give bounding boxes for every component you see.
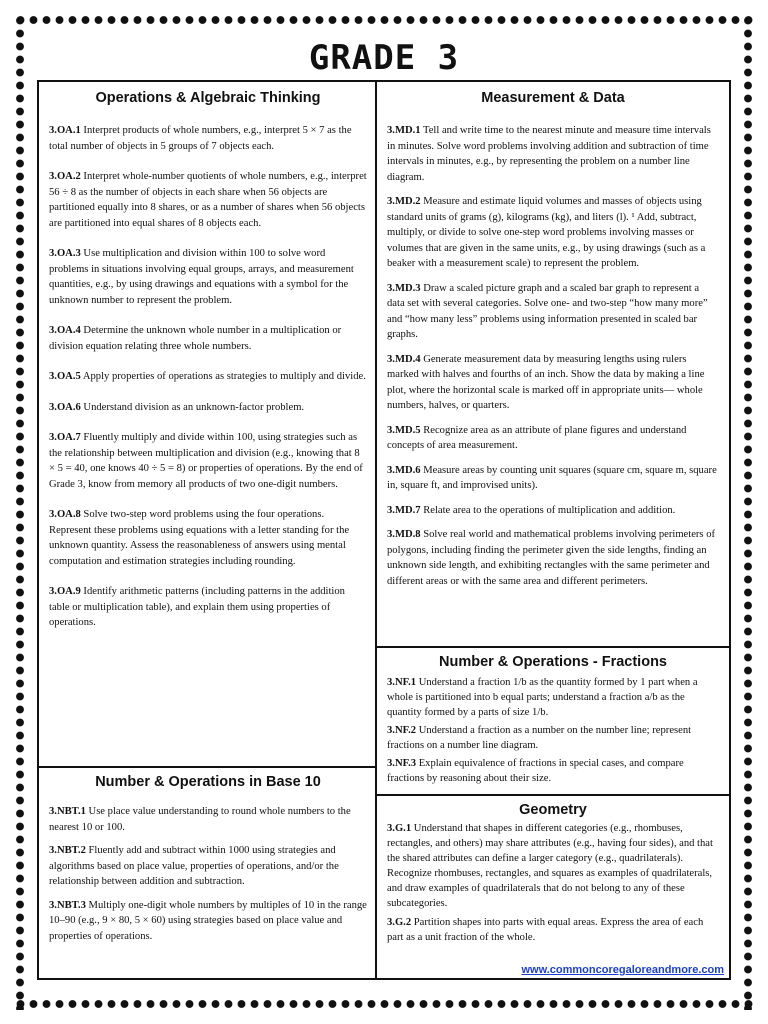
standard-text: Multiply one-digit whole numbers by multiples of 10 in the range 10–90 (e.g., 9 × 80, 5 × 60) using strategies based on place value and properties of operations. (49, 899, 367, 942)
standard-code: 3.OA.1 (49, 125, 81, 136)
standard-item (49, 898, 367, 945)
section-heading-nf: Number & Operations - Fractions (438, 654, 667, 670)
standard-code: 3.MD.1 (387, 125, 421, 136)
standard-code: 3.NBT.1 (49, 806, 86, 817)
standard-code: 3.NF.3 (387, 758, 417, 769)
standard-text: Understand that shapes in different categories (e.g., rhombuses, rectangles, and others) may share attributes (e.g., having four sides), and that the shared attributes can define a larger category (e.g., quadrilaterals). Recognize rhombuses, rectangles, and squares as examples of quadrilaterals, and draw examples of quadrilaterals that do not belong to any of these subcategories. (387, 823, 713, 909)
section-heading-md: Measurement & Data (481, 90, 625, 106)
standard-item (49, 169, 367, 231)
standard-code: 3.NBT.3 (49, 899, 86, 911)
standards-list-g (387, 821, 719, 945)
page-title: GRADE 3 (308, 38, 460, 78)
standard-code: 3.MD.3 (387, 282, 421, 294)
standard-item (387, 756, 719, 786)
standard-code: 3.OA.2 (49, 171, 81, 182)
standard-item (49, 123, 367, 154)
standard-code: 3.OA.5 (49, 371, 81, 382)
standard-text: Apply properties of operations as strategies to multiply and divide. (80, 371, 366, 382)
standard-text: Understand a fraction as a number on the number line; represent fractions on a number line diagram. (387, 725, 692, 751)
section-g (375, 794, 731, 980)
standard-item (49, 246, 367, 308)
standard-item (49, 804, 367, 835)
standards-list-nf (387, 675, 719, 786)
standard-code: 3.OA.7 (49, 432, 81, 443)
standard-code: 3.OA.4 (49, 325, 81, 336)
standard-code: 3.MD.4 (387, 353, 421, 365)
dotted-border-top (14, 14, 754, 26)
standard-text: Understand division as an unknown-factor problem. (80, 401, 305, 413)
standard-item (49, 430, 367, 492)
dotted-border-right (742, 14, 754, 1010)
standard-text: Identify arithmetic patterns (including patterns in the addition table or multiplication table), and explain them using properties of operations. (49, 586, 345, 628)
standard-text: Partition shapes into parts with equal areas. Express the area of each part as a unit fraction of the whole. (387, 917, 704, 943)
section-heading-oa: Operations & Algebraic Thinking (95, 90, 321, 106)
standard-code: 3.OA.6 (49, 401, 81, 413)
standard-text: Interpret whole-number quotients of whole numbers, e.g., interpret 56 ÷ 8 as the number of objects in each share when 56 objects are partitioned equally into 8 shares, or as a number of shares when 56 objects are partitioned into equal shares of 8 objects each. (49, 171, 367, 229)
dotted-border-left (14, 14, 26, 1010)
standard-text: Measure areas by counting unit squares (square cm, square m, square in, square ft, and improvised units). (387, 464, 717, 491)
standard-code: 3.MD.6 (387, 464, 421, 476)
website-link[interactable]: www.commoncoregaloreandmore.com (521, 964, 724, 976)
standard-item (387, 915, 719, 945)
standard-text: Recognize area as an attribute of plane figures and understand concepts of area measurement. (387, 424, 687, 451)
standard-text: Use multiplication and division within 100 to solve word problems in situations involving equal groups, arrays, and measurement quantities, e.g., by using drawings and equations with a symbol for the unknown number to represent the problem. (49, 248, 354, 306)
section-nf (375, 646, 731, 796)
standard-code: 3.NBT.2 (49, 845, 86, 856)
standard-item (387, 123, 719, 185)
dotted-border-bottom (14, 998, 754, 1010)
standard-item (49, 323, 367, 354)
standard-text: Interpret products of whole numbers, e.g., interpret 5 × 7 as the total number of objects in 5 groups of 7 objects each. (49, 125, 352, 152)
standard-code: 3.MD.8 (387, 529, 421, 540)
standard-item (49, 507, 367, 569)
standard-text: Solve real world and mathematical problems involving perimeters of polygons, including finding the perimeter given the side lengths, finding an unknown side length, and exhibiting rectangles with the same perimeter and different areas or with the same area and different perimeters. (387, 529, 716, 587)
standard-code: 3.OA.9 (49, 586, 81, 597)
standard-code: 3.MD.2 (387, 196, 421, 207)
standards-list-oa (49, 123, 367, 631)
standard-item (387, 675, 719, 720)
standard-item (387, 723, 719, 753)
standard-text: Determine the unknown whole number in a multiplication or division equation relating three whole numbers. (49, 325, 342, 352)
standard-text: Solve two-step word problems using the four operations. Represent these problems using equations with a letter standing for the unknown quantity. Assess the reasonableness of answers using mental computation and estimation strategies including rounding. (49, 509, 350, 567)
section-heading-g: Geometry (519, 802, 587, 818)
standard-item (387, 281, 719, 343)
standard-code: 3.MD.7 (387, 504, 421, 516)
standard-item (387, 527, 719, 589)
standard-code: 3.G.2 (387, 917, 412, 928)
standard-item (387, 503, 719, 519)
standard-text: Fluently multiply and divide within 100, using strategies such as the relationship between multiplication and division (e.g., knowing that 8 × 5 = 40, one knows 40 ÷ 5 = 8) or properties of operations. By the end of Grade 3, know from memory all products of two one-digit numbers. (49, 432, 363, 490)
section-nbt (37, 766, 377, 980)
standard-item (49, 369, 367, 385)
standard-code: 3.G.1 (387, 823, 412, 834)
standards-list-nbt (49, 804, 367, 944)
standard-text: Fluently add and subtract within 1000 using strategies and algorithms based on place value, properties of operations, and/or the relationship between addition and subtraction. (49, 845, 339, 887)
standard-item (49, 400, 367, 416)
standard-text: Draw a scaled picture graph and a scaled bar graph to represent a data set with several categories. Solve one- and two-step “how many more” and “how many less” problems using information presented in scaled bar graphs. (387, 282, 708, 340)
section-oa (37, 80, 377, 768)
standard-item (387, 821, 719, 911)
section-heading-nbt: Number & Operations in Base 10 (95, 774, 321, 790)
standard-item (387, 352, 719, 414)
standard-code: 3.OA.8 (49, 509, 81, 520)
standard-item (387, 194, 719, 272)
standard-item (387, 463, 719, 494)
standard-text: Explain equivalence of fractions in special cases, and compare fractions by reasoning about their size. (387, 758, 684, 784)
standard-code: 3.MD.5 (387, 424, 421, 436)
standard-item (387, 423, 719, 454)
standard-text: Use place value understanding to round whole numbers to the nearest 10 or 100. (49, 806, 351, 833)
section-md (375, 80, 731, 648)
standard-text: Understand a fraction 1/b as the quantity formed by 1 part when a whole is partitioned into b equal parts; understand a fraction a/b as the quantity formed by a parts of size 1/b. (387, 677, 698, 718)
standard-text: Measure and estimate liquid volumes and masses of objects using standard units of grams (g), kilograms (kg), and liters (l). ¹ Add, subtract, multiply, or divide to solve one-step word problems involving masses or volumes that are given in the same units, e.g., by using drawings (such as a beaker with a measurement scale) to represent the problem. (387, 196, 706, 269)
standard-item (49, 584, 367, 631)
standard-code: 3.NF.1 (387, 677, 417, 688)
standard-item (49, 843, 367, 890)
standard-code: 3.OA.3 (49, 248, 81, 259)
standard-text: Relate area to the operations of multiplication and addition. (420, 504, 676, 516)
standard-text: Generate measurement data by measuring lengths using rulers marked with halves and fourths of an inch. Show the data by making a line plot, where the horizontal scale is marked off in appropriate units— whole numbers, halves, or quarters. (387, 353, 705, 411)
standard-text: Tell and write time to the nearest minute and measure time intervals in minutes. Solve word problems involving addition and subtraction of time intervals in minutes, e.g., by representing the problem on a number line diagram. (387, 125, 711, 183)
standards-list-md (387, 123, 719, 589)
standard-code: 3.NF.2 (387, 725, 417, 736)
